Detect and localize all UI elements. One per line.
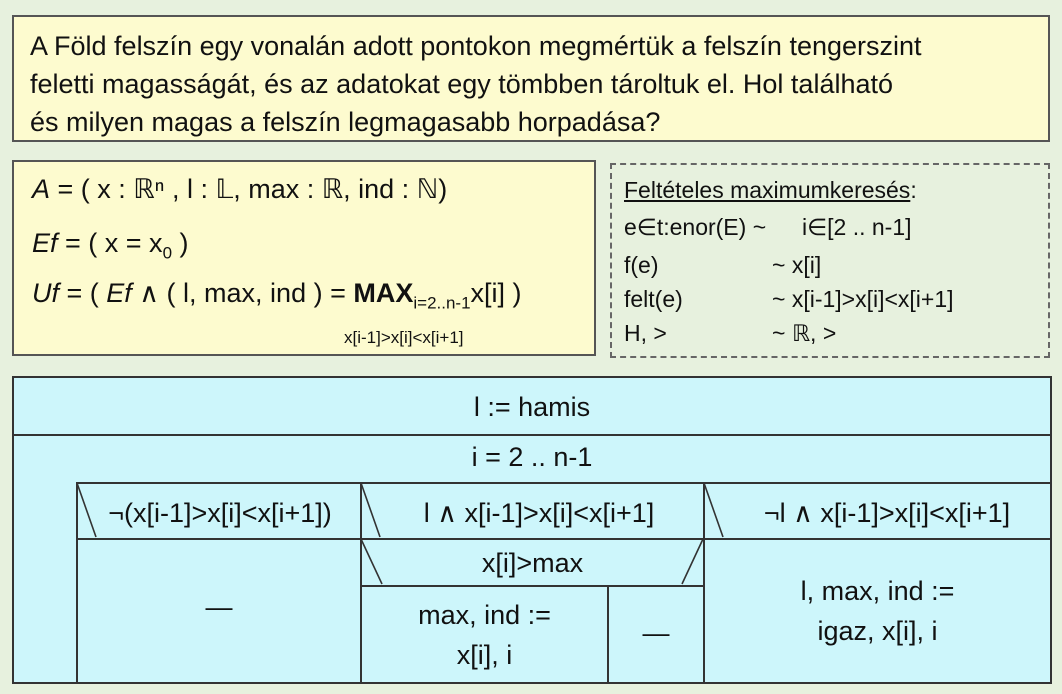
state-space-body: = ( x : ℝⁿ , l : 𝕃, max : ℝ, ind : ℕ) [50, 174, 448, 204]
problem-statement [12, 15, 1050, 142]
postcondition-ef: Ef [106, 278, 132, 308]
felt-left: felt(e) [624, 286, 683, 312]
inner-assign-line-1: max, ind := [418, 600, 551, 630]
enor-right: i∈[2 .. n-1] [802, 214, 912, 240]
state-space-line [32, 174, 447, 205]
postcondition-body-2: ∧ ( l, max, ind ) = [131, 278, 354, 308]
postcondition-body-1: = ( [59, 278, 107, 308]
conditional-max-search-panel [610, 163, 1050, 358]
diag-branch3 [704, 483, 723, 537]
precondition-line [32, 228, 189, 263]
max-search-title-colon: : [910, 177, 917, 203]
branch-3-assign-line-2: igaz, x[i], i [817, 616, 938, 646]
f-right: ~ x[i] [772, 252, 822, 278]
branch-1-skip: — [205, 592, 233, 622]
inner-condition: x[i]>max [481, 548, 584, 578]
h-left: H, > [624, 320, 667, 346]
max-operator: MAX [353, 278, 414, 308]
postcondition-label: Uf [32, 278, 59, 308]
max-search-title: Feltételes maximumkeresés [624, 177, 911, 203]
enor-left: e∈t:enor(E) ~ [624, 214, 767, 240]
branch-1-condition: ¬(x[i-1]>x[i]<x[i+1]) [108, 498, 332, 528]
branch-3-assign-line-1: l, max, ind := [800, 576, 955, 606]
precondition-end: ) [172, 228, 189, 258]
postcondition-end: x[i] ) [470, 278, 522, 308]
state-space-label: A [32, 174, 51, 204]
precondition-subscript: 0 [162, 243, 173, 263]
max-range: i=2..n-1 [413, 293, 471, 313]
branch-2-condition: l ∧ x[i-1]>x[i]<x[i+1] [423, 498, 655, 528]
inner-assign-line-2: x[i], i [456, 640, 513, 670]
f-left: f(e) [624, 252, 659, 278]
max-search-title-row [624, 177, 917, 204]
h-right: ~ ℝ, > [772, 320, 837, 346]
specification-box [12, 160, 596, 356]
felt-right: ~ x[i-1]>x[i]<x[i+1] [772, 286, 954, 312]
structogram [12, 376, 1052, 684]
precondition-body: = ( x = x [57, 228, 163, 258]
inner-skip: — [642, 618, 670, 648]
precondition-label: Ef [32, 228, 58, 258]
problem-line-2: feletti magasságát, és az adatokat egy tömbben tároltuk el. Hol található [30, 69, 894, 99]
problem-line-3: és milyen magas a felszín legmagasabb horpadása? [30, 107, 661, 137]
postcondition-line [32, 278, 522, 313]
problem-line-1: A Föld felszín egy vonalán adott pontokon megmértük a felszín tengerszint [30, 31, 922, 61]
loop-header: i = 2 .. n-1 [471, 442, 593, 472]
init-statement: l := hamis [473, 392, 591, 422]
max-condition: x[i-1]>x[i]<x[i+1] [344, 328, 464, 347]
branch-3-condition: ¬l ∧ x[i-1]>x[i]<x[i+1] [763, 498, 1011, 528]
